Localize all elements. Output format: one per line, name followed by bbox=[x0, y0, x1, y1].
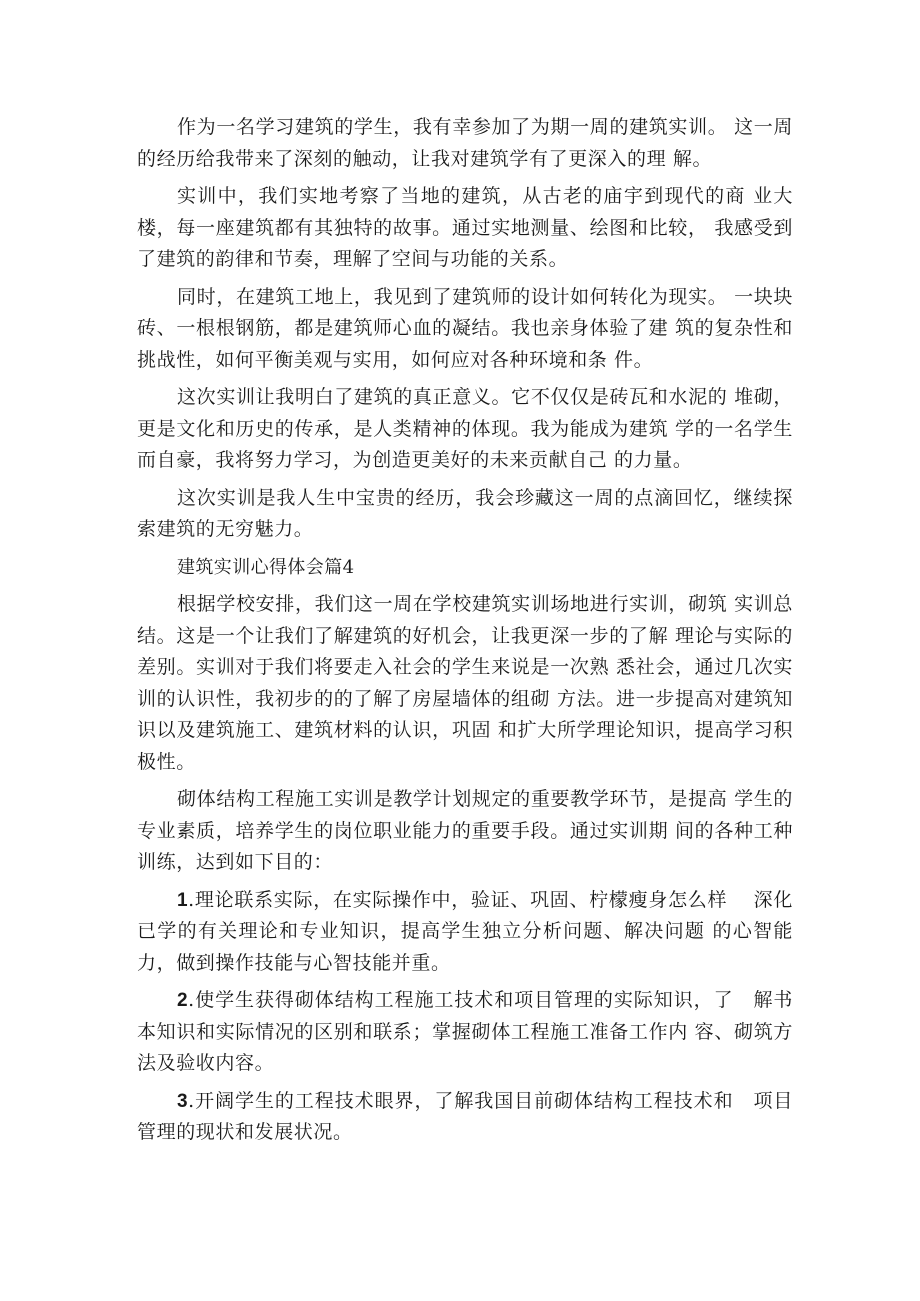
section-heading: 建筑实训心得体会篇4 bbox=[177, 556, 355, 578]
list-item-3 bbox=[137, 1086, 793, 1149]
paragraph-3: 同时，在建筑工地上，我见到了建筑师的设计如何转化为现实。 一块块砖、一根根钢筋，都是建筑师心血的凝结。我也亲身体验了建 筑的复杂性和挑战性，如何平衡美观与实用，如何应对各种环境和条 件。 bbox=[137, 285, 793, 371]
document-body bbox=[137, 112, 793, 1155]
list-item-2 bbox=[137, 985, 793, 1080]
list-item-text: .理论联系实际，在实际操作中，验证、巩固、柠檬瘦身怎么样 深化已学的有关理论和专业知识，提高学生独立分析问题、解决问题 的心智能力，做到操作技能与心智技能并重。 bbox=[137, 888, 793, 974]
list-item-number: 1 bbox=[177, 889, 189, 911]
paragraph-1: 作为一名学习建筑的学生，我有幸参加了为期一周的建筑实训。 这一周的经历给我带来了深刻的触动，让我对建筑学有了更深入的理 解。 bbox=[137, 116, 793, 170]
list-item-number: 3 bbox=[177, 1090, 189, 1112]
section-paragraph-2: 砌体结构工程施工实训是教学计划规定的重要教学环节，是提高 学生的专业素质，培养学生的岗位职业能力的重要手段。通过实训期 间的各种工种训练，达到如下目的： bbox=[137, 788, 793, 873]
paragraph-4: 这次实训让我明白了建筑的真正意义。它不仅仅是砖瓦和水泥的 堆砌，更是文化和历史的传承，是人类精神的体现。我为能成为建筑 学的一名学生而自豪，我将努力学习，为创造更美好的未来贡献自己 的力量。 bbox=[137, 386, 793, 471]
paragraph-5: 这次实训是我人生中宝贵的经历，我会珍藏这一周的点滴回忆，继续探索建筑的无穷魅力。 bbox=[137, 486, 793, 540]
list-item-number: 2 bbox=[177, 990, 189, 1011]
list-item-1 bbox=[137, 885, 793, 980]
list-item-text: .开阔学生的工程技术眼界，了解我国目前砌体结构工程技术和 项目管理的现状和发展状况。 bbox=[137, 1089, 793, 1143]
section-paragraph-1: 根据学校安排，我们这一周在学校建筑实训场地进行实训，砌筑 实训总结。这是一个让我们了解建筑的好机会，让我更深一步的了解 理论与实际的差别。实训对于我们将要走入社会的学生来说是一次熟 悉社会，通过几次实训的认识性，我初步的的了解了房屋墙体的组砌 方法。进一步提高对建筑知识以及建筑施工、建筑材料的认识，巩固 和扩大所学理论知识，提高学习积极性。 bbox=[137, 593, 793, 773]
paragraph-2: 实训中，我们实地考察了当地的建筑，从古老的庙宇到现代的商 业大楼，每一座建筑都有其独特的故事。通过实地测量、绘图和比较， 我感受到了建筑的韵律和节奏，理解了空间与功能的关系。 bbox=[137, 185, 793, 270]
list-item-text: .使学生获得砌体结构工程施工技术和项目管理的实际知识，了 解书本知识和实际情况的区别和联系；掌握砌体工程施工准备工作内 容、砌筑方法及验收内容。 bbox=[137, 989, 793, 1074]
